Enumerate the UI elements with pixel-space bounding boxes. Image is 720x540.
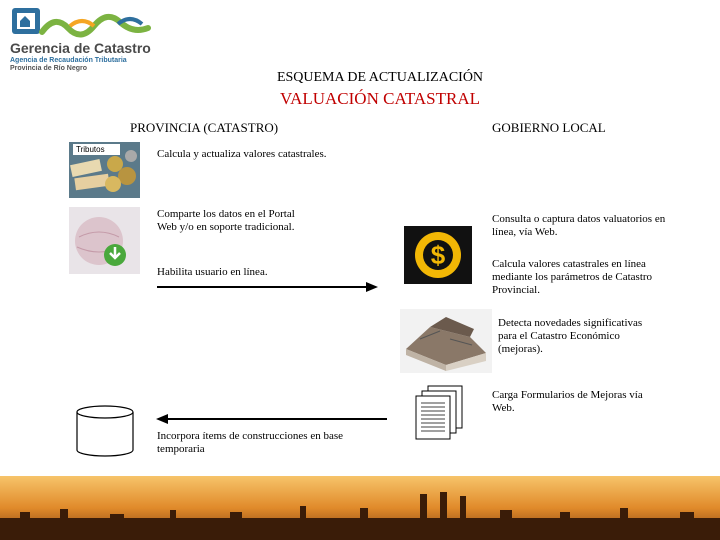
arrow-right-icon [366,281,378,293]
diagram-title: ESQUEMA DE ACTUALIZACIÓN [276,70,484,85]
logo-subtitle-agency: Agencia de Recaudación Tributaria [10,57,127,64]
dollar-icon [404,226,472,284]
city-skyline-footer [0,476,720,540]
flow-arrow-to-provincia-line [166,418,387,420]
house-model-image [400,309,492,373]
step-incorpora-items: Incorpora ítems de construcciones en base temporaria [157,430,344,455]
coins-icon [69,142,140,198]
step-consulta-datos: Consulta o captura datos valuatorios en línea, vía Web. [492,213,666,238]
step-detecta-novedades: Detecta novedades significativas para el Catastro Económico (mejoras). [498,317,643,355]
tributos-label: Tributos [73,144,120,155]
diagram-subtitle: VALUACIÓN CATASTRAL [280,89,480,108]
flow-arrow-to-local-line [157,286,369,288]
documents-icon [414,385,464,441]
step-carga-formularios: Carga Formularios de Mejoras vía Web. [492,389,643,414]
logo-subtitle-province: Provincia de Río Negro [10,65,88,72]
step-comparte-datos: Comparte los datos en el Portal Web y/o en soporte tradicional. [157,208,295,233]
dollar-coin-icon [404,226,472,284]
svg-text:$: $ [430,240,446,270]
tributos-coins-image [69,142,140,198]
house-icon [400,309,492,373]
column-header-gobierno-local: GOBIERNO LOCAL [492,120,606,135]
logo-title: Gerencia de Catastro [10,40,151,56]
column-header-provincia: PROVINCIA (CATASTRO) [130,120,279,135]
step-habilita-usuario: Habilita usuario en línea. [157,266,268,278]
step-calcula-actualiza: Calcula y actualiza valores catastrales. [157,148,327,160]
globe-download-icon [69,207,140,274]
database-icon [74,404,136,458]
step-calcula-valores-local: Calcula valores catastrales en línea mediante los parámetros de Catastro Provincial. [492,258,653,296]
map-download-image [69,207,140,274]
